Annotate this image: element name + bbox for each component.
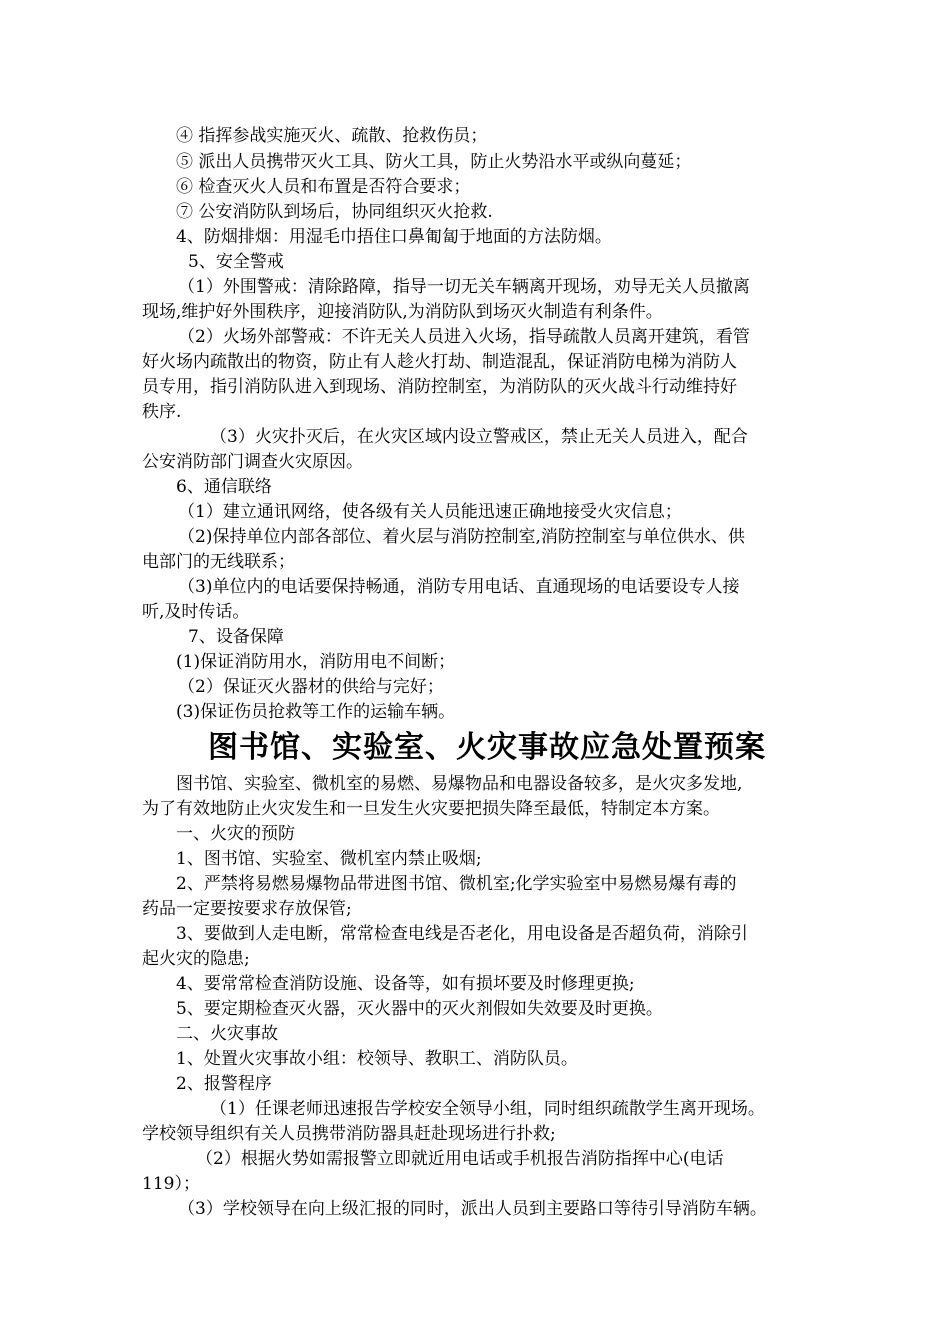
text-line: (3)保证伤员抢救等工作的运输车辆。 (176, 702, 456, 722)
text-line: 4、防烟排烟：用湿毛巾捂住口鼻匍匐于地面的方法防烟。 (176, 227, 612, 247)
section-heading: 7、设备保障 (188, 627, 284, 647)
section-heading: 2、报警程序 (176, 1074, 272, 1094)
text-line: （1）任课老师迅速报告学校安全领导小组，同时组织疏散学生离开现场。 (210, 1099, 765, 1119)
document-title: 图书馆、实验室、火灾事故应急处置预案 (208, 730, 766, 765)
text-line: 电部门的无线联系； (142, 552, 295, 572)
section-heading: 6、通信联络 (176, 477, 272, 497)
text-line: （2）保证灭火器材的供给与完好； (178, 677, 444, 697)
text-line: 好火场内疏散出的物资，防止有人趁火打劫、制造混乱，保证消防电梯为消防人 (142, 352, 737, 372)
text-line: 4、要常常检查消防设施、设备等，如有损坏要及时修理更换; (176, 974, 635, 994)
text-line: 员专用，指引消防队进入到现场、消防控制室，为消防队的灭火战斗行动维持好 (142, 377, 737, 397)
text-line: 119）； (142, 1174, 200, 1194)
text-line: 为了有效地防止火灾发生和一旦发生火灾要把损失降至最低，特制定本方案。 (142, 799, 720, 819)
text-line: （1）建立通讯网络，使各级有关人员能迅速正确地接受火灾信息； (178, 502, 682, 522)
text-line: 公安消防部门调查火灾原因。 (142, 452, 363, 472)
text-line: 现场,维护好外围秩序，迎接消防队,为消防队到场灭火制造有利条件。 (142, 302, 663, 322)
text-line: 学校领导组织有关人员携带消防器具赶赴现场进行扑救; (142, 1124, 556, 1144)
text-line: 2、严禁将易燃易爆物品带进图书馆、微机室;化学实验室中易燃易爆有毒的 (176, 874, 737, 894)
text-line: （1）外围警戒：清除路障，指导一切无关车辆离开现场，劝导无关人员撤离 (178, 277, 750, 297)
text-line: 3、要做到人走电断，常常检查电线是否老化，用电设备是否超负荷，消除引 (176, 924, 748, 944)
section-heading: 二、火灾事故 (176, 1024, 278, 1044)
text-line: （3）火灾扑灭后，在火灾区域内设立警戒区，禁止无关人员进入，配合 (210, 427, 748, 447)
text-line: (1)保证消防用水，消防用电不间断； (176, 652, 456, 672)
text-line: ④ 指挥参战实施灭火、疏散、抢救伤员； (176, 126, 488, 146)
text-line: ⑦ 公安消防队到场后，协同组织灭火抢救. (176, 202, 493, 222)
text-line: 图书馆、实验室、微机室的易燃、易爆物品和电器设备较多，是火灾多发地, (176, 774, 743, 794)
text-line: （2)保持单位内部各部位、着火层与消防控制室,消防控制室与单位供水、供 (178, 527, 745, 547)
text-line: ⑥ 检查灭火人员和布置是否符合要求； (176, 177, 471, 197)
text-line: （3）学校领导在向上级汇报的同时，派出人员到主要路口等待引导消防车辆。 (178, 1199, 767, 1219)
text-line: 1、处置火灾事故小组：校领导、教职工、消防队员。 (176, 1049, 578, 1069)
text-line: 1、图书馆、实验室、微机室内禁止吸烟; (176, 849, 482, 869)
text-line: 起火灾的隐患; (142, 949, 250, 969)
text-line: （3)单位内的电话要保持畅通，消防专用电话、直通现场的电话要设专人接 (178, 577, 740, 597)
section-heading: 一、火灾的预防 (176, 824, 295, 844)
text-line: （2）火场外部警戒：不许无关人员进入火场，指导疏散人员离开建筑，看管 (178, 327, 750, 347)
text-line: 药品一定要按要求存放保管; (142, 899, 352, 919)
text-line: 秩序. (142, 402, 182, 422)
text-line: 听,及时传话。 (142, 602, 250, 622)
text-line: （2）根据火势如需报警立即就近用电话或手机报告消防指挥中心(电话 (196, 1149, 724, 1169)
section-heading: 5、安全警戒 (188, 252, 284, 272)
text-line: ⑤ 派出人员携带灭火工具、防火工具，防止火势沿水平或纵向蔓延； (176, 152, 692, 172)
text-line: 5、要定期检查灭火器，灭火器中的灭火剂假如失效要及时更换。 (176, 999, 663, 1019)
